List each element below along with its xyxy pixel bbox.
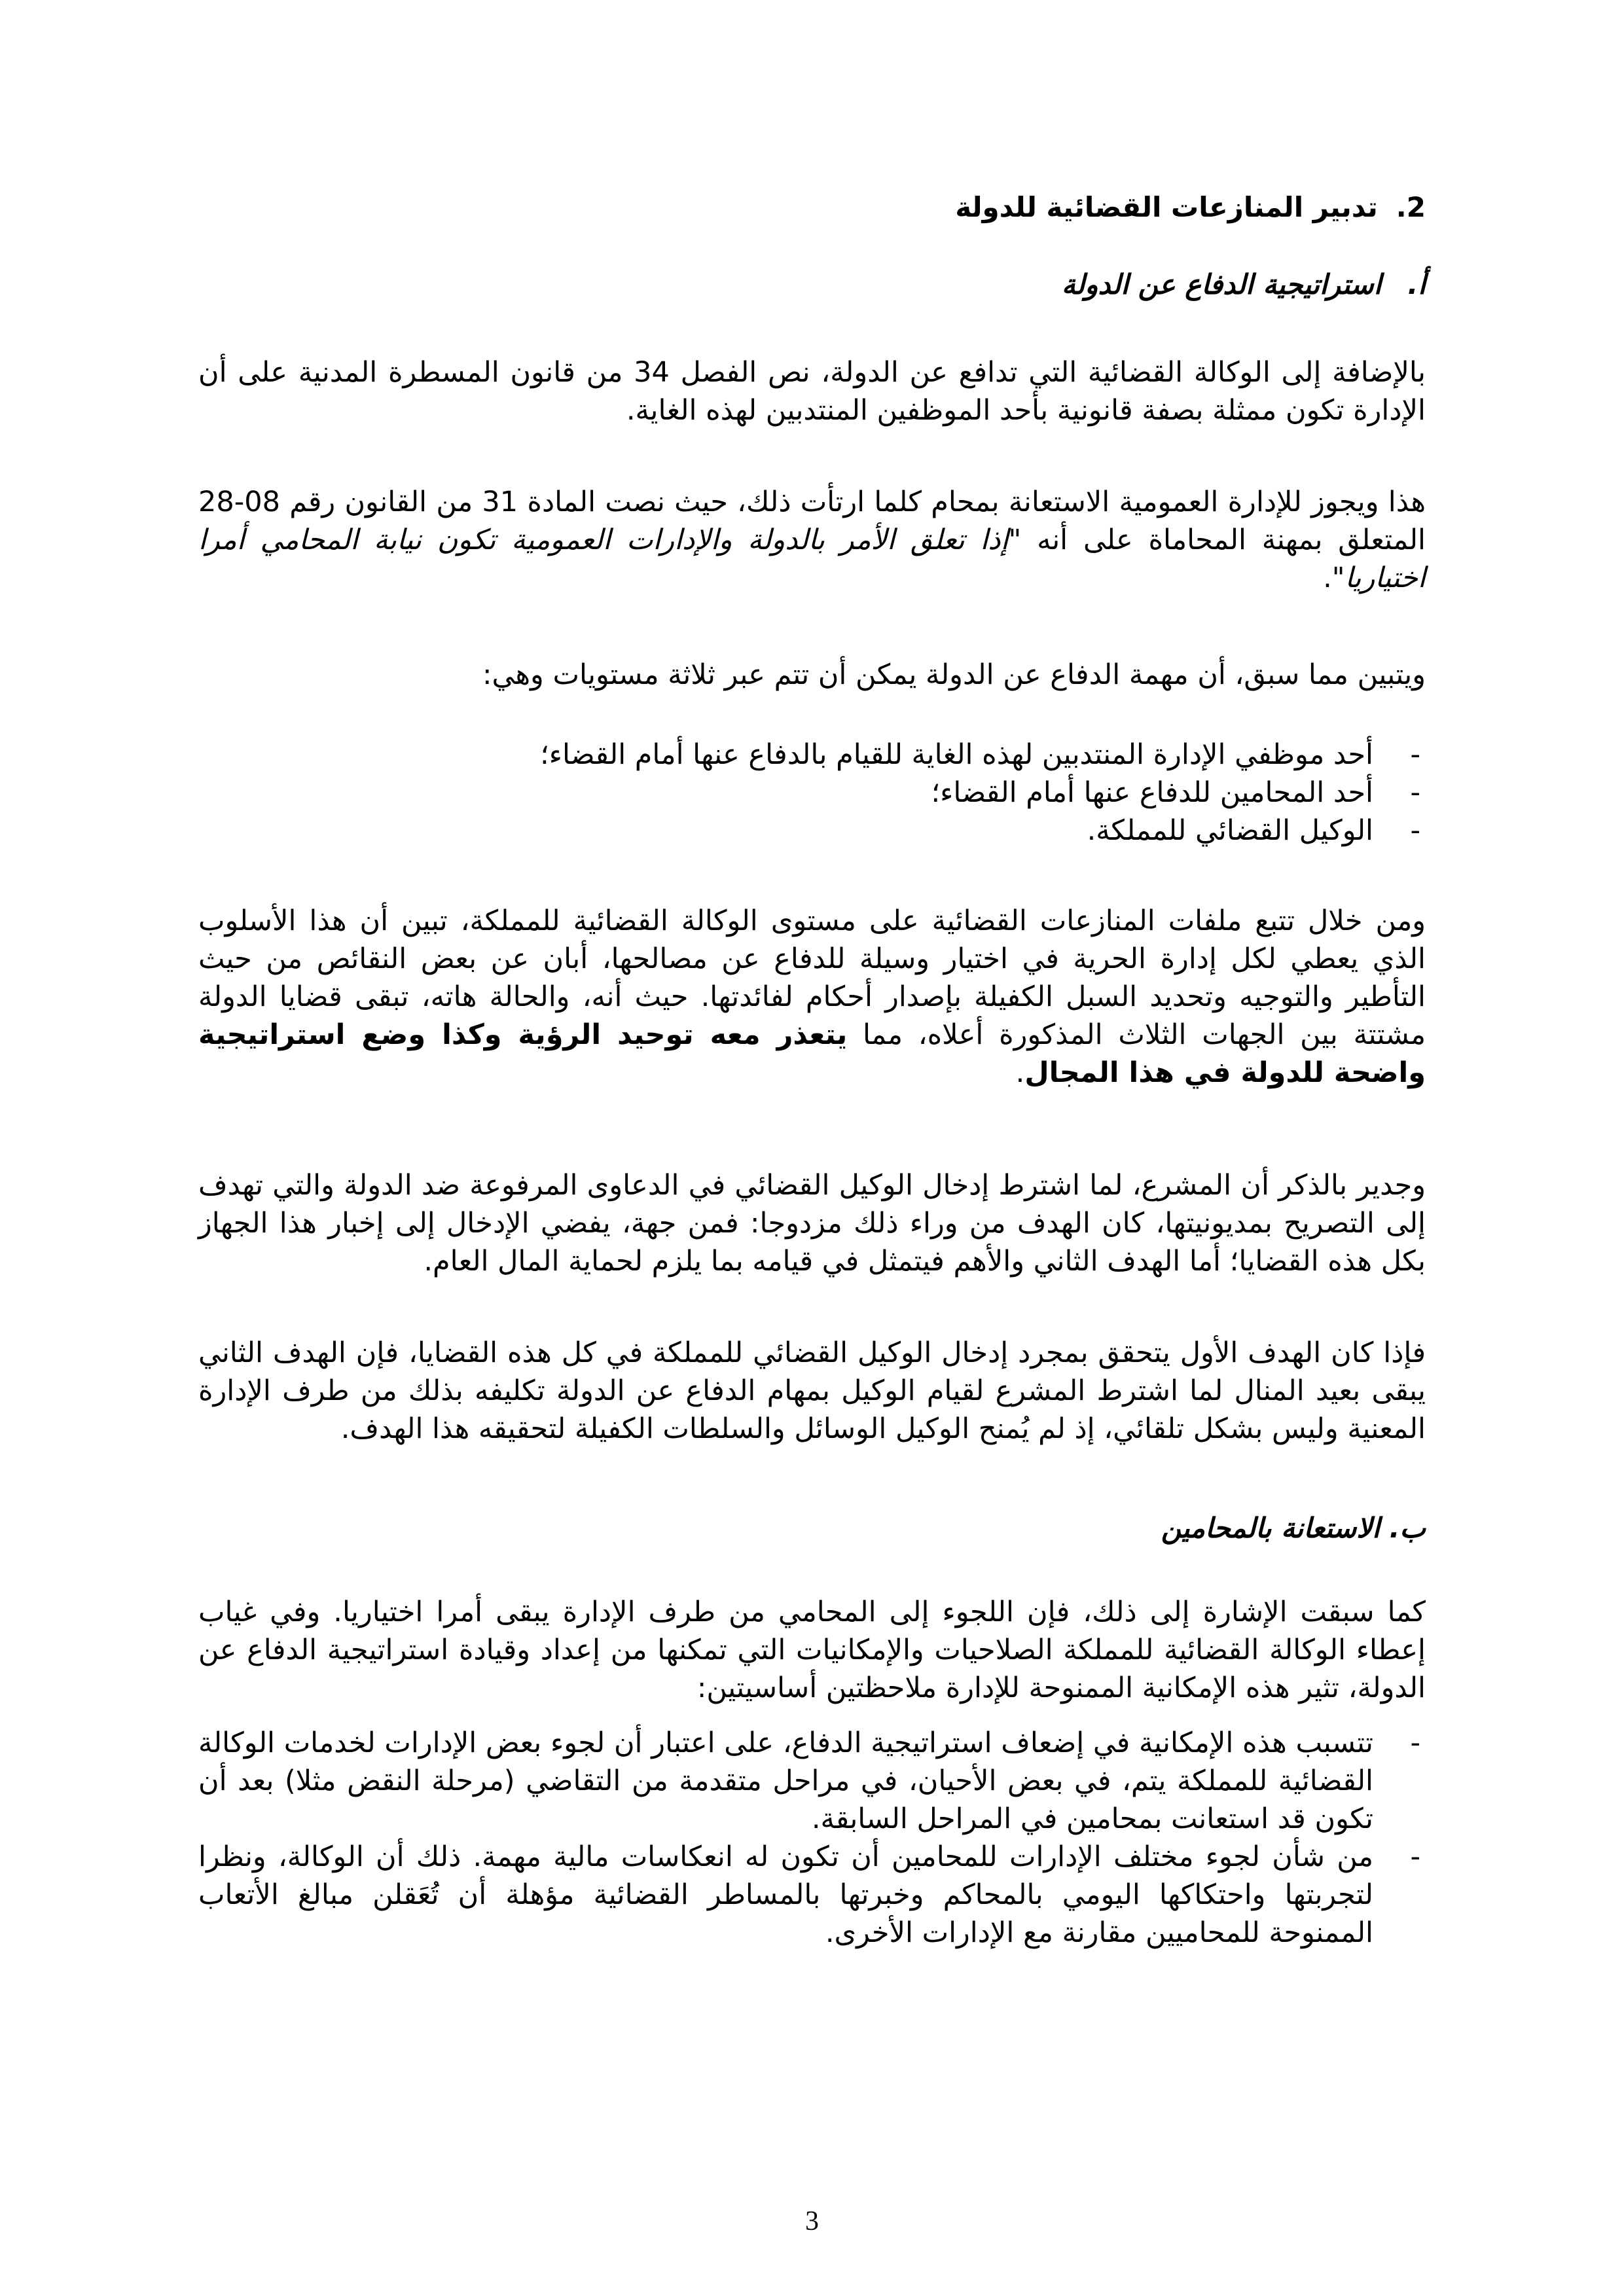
bullet-dash: - (1410, 738, 1420, 771)
subsection-b-heading: ب. الاستعانة بالمحامين (1161, 1512, 1426, 1544)
paragraph-7: كما سبقت الإشارة إلى ذلك، فإن اللجوء إلى المحامي من طرف الإدارة يبقى أمرا اختياريا. وفي غياب إعطاء الوكالة القضائية للمملكة الصلاحيات والإمكانيات التي تمكنها من إعداد وقيادة استراتيجية الدفاع عن الدولة، تثير هذه الإمكانية الممنوحة للإدارة ملاحظتين أساسيتين: (198, 1596, 1426, 1704)
bullet-dash: - (1410, 814, 1420, 847)
paragraph-4 (198, 902, 1426, 1092)
section-title: تدبير المنازعات القضائية للدولة (955, 191, 1378, 223)
list-item (198, 774, 1426, 812)
levels-list (198, 736, 1426, 850)
paragraph-1: بالإضافة إلى الوكالة القضائية التي تدافع عن الدولة، نص الفصل 34 من قانون المسطرة المدنية على أن الإدارة تكون ممثلة بصفة قانونية بأحد الموظفين المنتدبين لهذه الغاية. (198, 356, 1426, 427)
bullet-dash: - (1410, 1840, 1420, 1873)
bullet-dash: - (1410, 1727, 1420, 1759)
list-item (198, 1838, 1426, 1952)
subsection-a-letter: أ. (1407, 268, 1426, 300)
page-number: 3 (805, 2206, 819, 2236)
remarks-list (198, 1724, 1426, 1952)
section-number: 2. (1396, 191, 1426, 223)
paragraph-2 (198, 483, 1426, 597)
paragraph-5: وجدير بالذكر أن المشرع، لما اشترط إدخال الوكيل القضائي في الدعاوى المرفوعة ضد الدولة والتي تهدف إلى التصريح بمديونيتها، كان الهدف من وراء ذلك مزدوجا: فمن جهة، يفضي الإدخال إلى إخبار هذا الجهاز بكل هذه القضايا؛ أما الهدف الثاني والأهم فيتمثل في قيامه بما يلزم لحماية المال العام. (198, 1169, 1426, 1278)
paragraph-3: ويتبين مما سبق، أن مهمة الدفاع عن الدولة يمكن أن تتم عبر ثلاثة مستويات وهي: (482, 658, 1426, 691)
list-item (198, 812, 1426, 850)
paragraph-2-text: هذا ويجوز للإدارة العمومية الاستعانة بمحام كلما ارتأت ذلك، حيث نصت المادة 31 من القانون رقم 08-28 المتعلق بمهنة المحاماة على أنه (198, 486, 1426, 556)
list-item-text: أحد المحامين للدفاع عنها أمام القضاء؛ (931, 776, 1373, 809)
list-item (198, 736, 1426, 774)
paragraph-2-quote: "إذا تعلق الأمر بالدولة والإدارات العمومية تكون نيابة المحامي أمرا اختياريا" (198, 524, 1426, 594)
paragraph-4-end: . (1015, 1056, 1025, 1089)
list-item-text: الوكيل القضائي للمملكة. (1087, 814, 1373, 847)
subsection-a-heading (1062, 268, 1426, 300)
bullet-dash: - (1410, 776, 1420, 809)
subsection-a-title: استراتيجية الدفاع عن الدولة (1061, 268, 1382, 300)
paragraph-2-end: . (1323, 562, 1332, 594)
list-item-text: تتسبب هذه الإمكانية في إضعاف استراتيجية الدفاع، على اعتبار أن لجوء بعض الإدارات لخدمات الوكالة القضائية للمملكة يتم، في بعض الأحيان، في مراحل متقدمة من التقاضي (مرحلة النقض مثلا) بعد أن تكون قد استعانت بمحامين في المراحل السابقة. (198, 1727, 1373, 1835)
paragraph-4-bold: يتعذر معه توحيد الرؤية وكذا وضع استراتيجية واضحة للدولة في هذا المجال (198, 1018, 1426, 1089)
paragraph-4-text: ومن خلال تتبع ملفات المنازعات القضائية على مستوى الوكالة القضائية للمملكة، تبين أن هذا الأسلوب الذي يعطي لكل إدارة الحرية في اختيار وسيلة للدفاع عن مصالحها، أبان عن بعض النقائص من حيث التأطير والتوجيه وتحديد السبل الكفيلة بإصدار أحكام لفائدتها. حيث أنه، والحالة هاته، تبقى قضايا الدولة مشتتة بين الجهات الثلاث المذكورة أعلاه، مما (198, 905, 1426, 1051)
list-item-text: من شأن لجوء مختلف الإدارات للمحامين أن تكون له انعكاسات مالية مهمة. ذلك أن الوكالة، ونظرا لتجربتها واحتكاكها اليومي بالمحاكم وخبرتها بالمساطر القضائية مؤهلة أن تُعَقلن مبالغ الأتعاب الممنوحة للمحاميين مقارنة مع الإدارات الأخرى. (198, 1840, 1373, 1949)
list-item (198, 1724, 1426, 1838)
list-item-text: أحد موظفي الإدارة المنتدبين لهذه الغاية للقيام بالدفاع عنها أمام القضاء؛ (540, 738, 1373, 771)
section-heading (955, 191, 1426, 223)
paragraph-6: فإذا كان الهدف الأول يتحقق بمجرد إدخال الوكيل القضائي للمملكة في كل هذه القضايا، فإن الهدف الثاني يبقى بعيد المنال لما اشترط المشرع لقيام الوكيل بمهام الدفاع عن الدولة تكليفه بذلك من طرف الإدارة المعنية وليس بشكل تلقائي، إذ لم يُمنح الوكيل الوسائل والسلطات الكفيلة لتحقيقه هذا الهدف. (198, 1336, 1426, 1445)
